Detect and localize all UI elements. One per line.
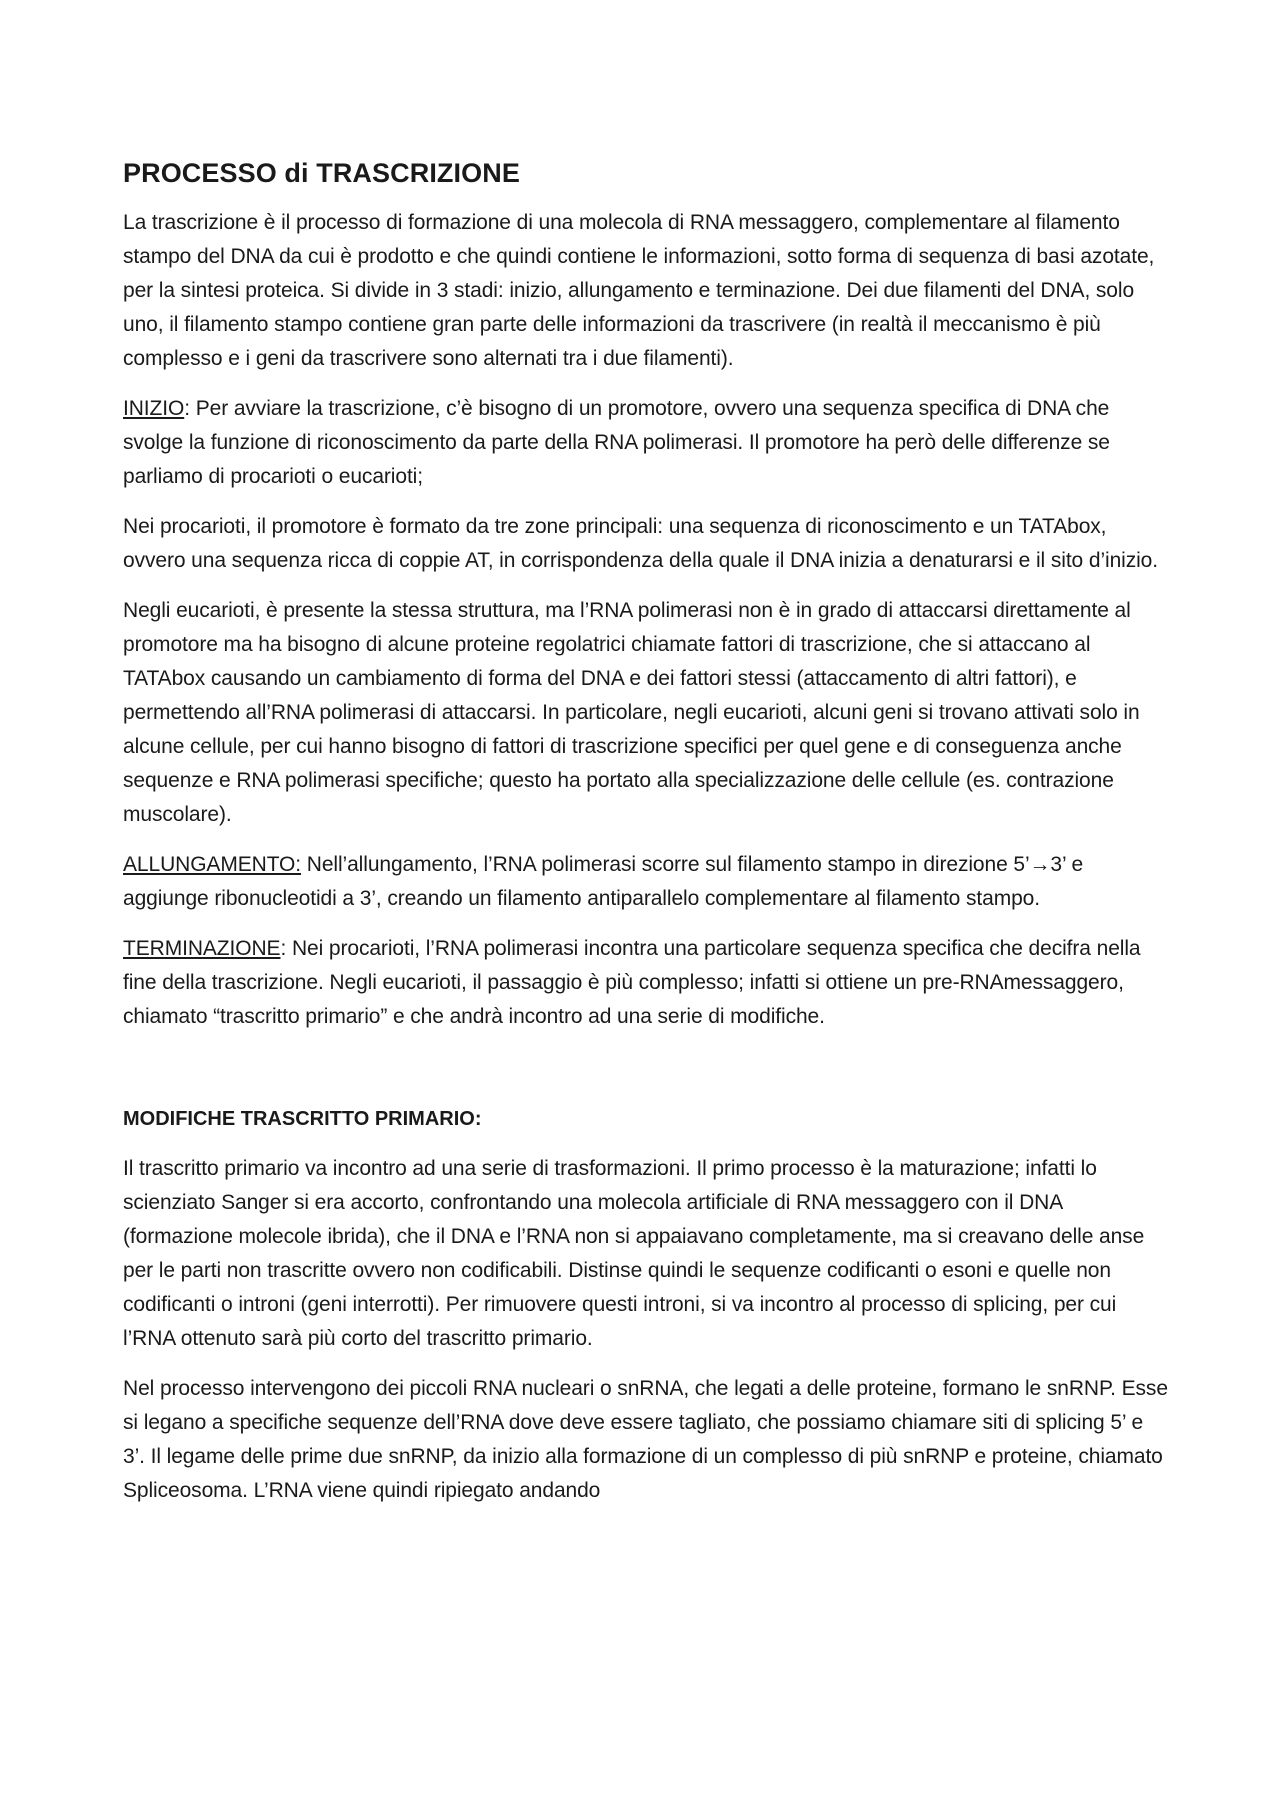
document-page <box>123 155 1168 1524</box>
inizio-paragraph <box>123 392 1168 494</box>
allungamento-label: ALLUNGAMENTO: <box>123 853 302 876</box>
page-title: PROCESSO di TRASCRIZIONE <box>123 158 520 188</box>
terminazione-paragraph <box>123 932 1168 1034</box>
intro-paragraph: La trascrizione è il processo di formazione di una molecola di RNA messaggero, complementare al filamento stampo del DNA da cui è prodotto e che quindi contiene le informazioni, sotto forma di sequenza di basi azotate, per la sintesi proteica. Si divide in 3 stadi: inizio, allungamento e terminazione. Dei due filamenti del DNA, solo uno, il filamento stampo contiene gran parte delle informazioni da trascrivere (in realtà il meccanismo è più complesso e i geni da trascrivere sono alternati tra i due filamenti). <box>123 211 1155 370</box>
procarioti-paragraph: Nei procarioti, il promotore è formato da tre zone principali: una sequenza di riconoscimento e un TATAbox, ovvero una sequenza ricca di coppie AT, in corrispondenza della quale il DNA inizia a denaturarsi e il sito d’inizio. <box>123 515 1158 572</box>
inizio-text: : Per avviare la trascrizione, c’è bisogno di un promotore, ovvero una sequenza specifica di DNA che svolge la funzione di riconoscimento da parte della RNA polimerasi. Il promotore ha però delle differenze se parliamo di procarioti o eucarioti; <box>123 397 1110 488</box>
terminazione-label: TERMINAZIONE <box>123 937 281 960</box>
modifiche-paragraph-2: Nel processo intervengono dei piccoli RNA nucleari o snRNA, che legati a delle proteine, formano le snRNP. Esse si legano a specifiche sequenze dell’RNA dove deve essere tagliato, che possiamo chiamare siti di splicing 5’ e 3’. Il legame delle prime due snRNP, da inizio alla formazione di un complesso di più snRNP e proteine, chiamato Spliceosoma. L’RNA viene quindi ripiegato andando <box>123 1377 1168 1502</box>
inizio-label: INIZIO <box>123 397 185 420</box>
eucarioti-paragraph: Negli eucarioti, è presente la stessa struttura, ma l’RNA polimerasi non è in grado di attaccarsi direttamente al promotore ma ha bisogno di alcune proteine regolatrici chiamate fattori di trascrizione, che si attaccano al TATAbox causando un cambiamento di forma del DNA e dei fattori stessi (attaccamento di altri fattori), e permettendo all’RNA polimerasi di attaccarsi. In particolare, negli eucarioti, alcuni geni si trovano attivati solo in alcune cellule, per cui hanno bisogno di fattori di trascrizione specifici per quel gene e di conseguenza anche sequenze e RNA polimerasi specifiche; questo ha portato alla specializzazione delle cellule (es. contrazione muscolare). <box>123 599 1140 826</box>
modifiche-paragraph-1: Il trascritto primario va incontro ad una serie di trasformazioni. Il primo processo è la maturazione; infatti lo scienziato Sanger si era accorto, confrontando una molecola artificiale di RNA messaggero con il DNA (formazione molecole ibrida), che il DNA e l’RNA non si appaiavano completamente, ma si creavano delle anse per le parti non trascritte ovvero non codificabili. Distinse quindi le sequenze codificanti o esoni e quelle non codificanti o introni (geni interrotti). Per rimuovere questi introni, si va incontro al processo di splicing, per cui l’RNA ottenuto sarà più corto del trascritto primario. <box>123 1157 1145 1350</box>
terminazione-text: : Nei procarioti, l’RNA polimerasi incontra una particolare sequenza specifica che decifra nella fine della trascrizione. Negli eucarioti, il passaggio è più complesso; infatti si ottiene un pre-RNAmessaggero, chiamato “trascritto primario” e che andrà incontro ad una serie di modifiche. <box>123 937 1141 1028</box>
modifiche-heading: MODIFICHE TRASCRITTO PRIMARIO: <box>123 1108 482 1130</box>
allungamento-text: Nell’allungamento, l’RNA polimerasi scorre sul filamento stampo in direzione 5’→3’ e aggiunge ribonucleotidi a 3’, creando un filamento antiparallelo complementare al filamento stampo. <box>123 853 1084 910</box>
allungamento-paragraph <box>123 848 1168 916</box>
